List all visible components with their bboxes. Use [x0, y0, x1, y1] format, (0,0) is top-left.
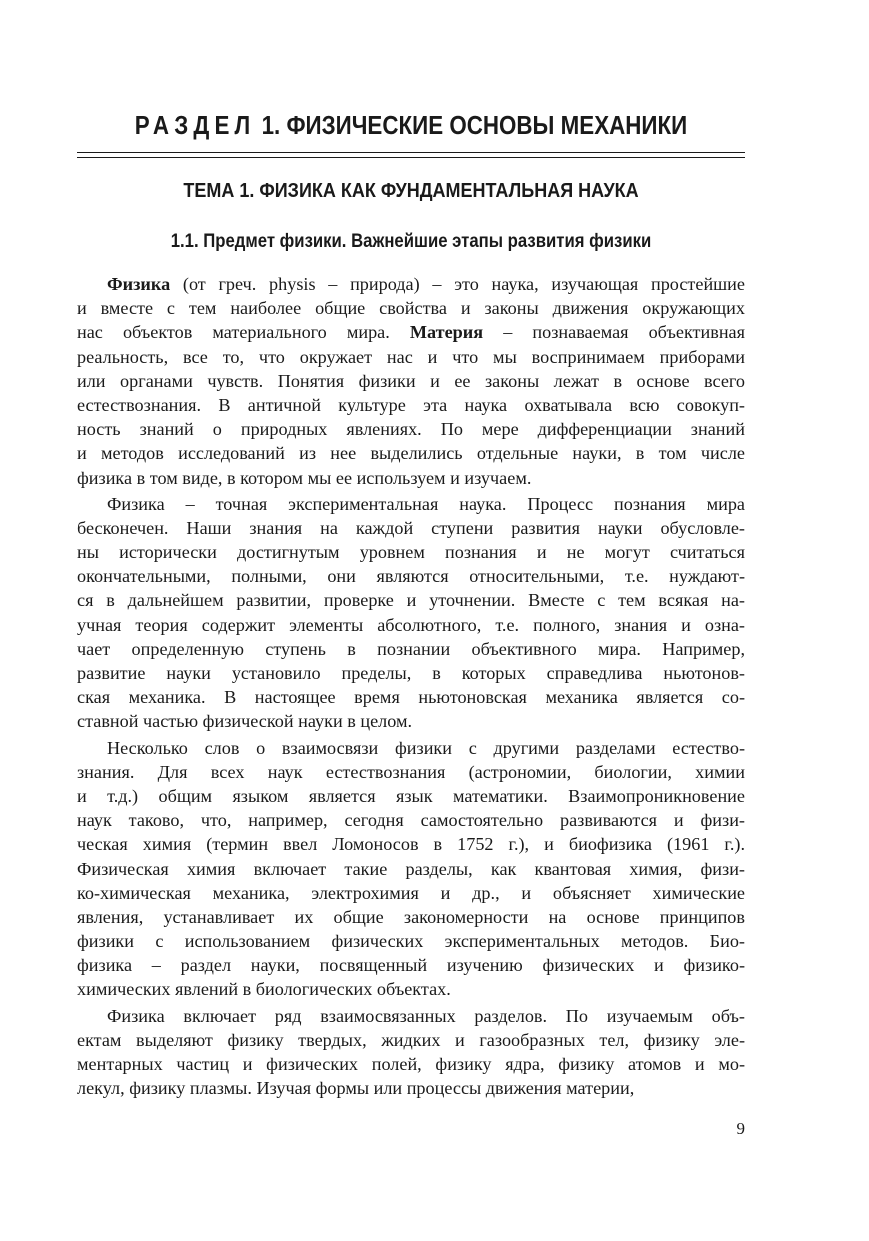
text-line: естествознания. В античной культуре эта наука охватывала всю совокуп-: [77, 394, 745, 415]
text-line: наук таково, что, например, сегодня самостоятельно развиваются и физи-: [77, 810, 745, 831]
section-title-text: 1. ФИЗИЧЕСКИЕ ОСНОВЫ МЕХАНИКИ: [261, 110, 688, 140]
term-bold: Материя: [409, 322, 484, 343]
text-line: учная теория содержит элементы абсолютного, т.е. полного, знания и озна-: [77, 614, 745, 635]
subsection-title: 1.1. Предмет физики. Важнейшие этапы развития физики: [170, 231, 652, 252]
page-number: 9: [736, 1119, 745, 1138]
text-line: Физика включает ряд взаимосвязанных разделов. По изучаемым объ-: [107, 1005, 745, 1026]
text-line: химических явлений в биологических объектах.: [77, 979, 451, 1000]
text-line: Физика (от греч. physis – природа) – это наука, изучающая простейшие: [107, 274, 745, 294]
paragraph: [77, 492, 745, 734]
text-line: ментарных частиц и физических полей, физику ядра, физику атомов и мо-: [77, 1054, 745, 1074]
topic-title-text: ФИЗИКА КАК ФУНДАМЕНТАЛЬНАЯ НАУКА: [259, 180, 639, 202]
book-page: [77, 0, 745, 1241]
text-line: чает определенную ступень в познании объективного мира. Например,: [77, 638, 745, 659]
text-line: и методов исследований из нее выделились отдельные науки, в том числе: [77, 443, 745, 464]
topic-label: ТЕМА 1.: [183, 180, 255, 202]
text-line: знания. Для всех наук естествознания (астрономии, биологии, химии: [77, 761, 745, 782]
text-line: нас объектов материального мира. Материя – познаваемая объективная: [77, 322, 745, 343]
text-line: и вместе с тем наиболее общие свойства и законы движения окружающих: [77, 298, 745, 319]
text-line: физика в том виде, в котором мы ее используем и изучаем.: [77, 467, 532, 488]
term-bold: Физика: [107, 274, 171, 294]
paragraph: [77, 1004, 745, 1101]
text-line: ся в дальнейшем развитии, проверке и уточнении. Вместе с тем всякая на-: [77, 590, 745, 611]
text-line: ская механика. В настоящее время ньютоновская механика является со-: [77, 687, 745, 708]
text-line: ность знаний о природных явлениях. По мере дифференциации знаний: [77, 419, 745, 440]
text-line: Физика – точная экспериментальная наука. Процесс познания мира: [107, 493, 745, 514]
text-line: реальность, все то, что окружает нас и что мы воспринимаем приборами: [77, 346, 745, 367]
text-line: ческая химия (термин ввел Ломоносов в 1752 г.), и биофизика (1961 г.).: [77, 834, 745, 855]
text-line: и т.д.) общим языком является язык математики. Взаимопроникновение: [77, 785, 745, 806]
text-line: окончательными, полными, они являются относительными, т.е. нуждают-: [77, 566, 745, 587]
text-line: или органами чувств. Понятия физики и ее законы лежат в основе всего: [77, 370, 745, 391]
section-label: РАЗДЕЛ: [134, 110, 256, 140]
text-line: физики с использованием физических экспериментальных методов. Био-: [77, 931, 745, 952]
text-line: ны исторически достигнутым уровнем познания и не могут считаться: [77, 542, 745, 563]
topic-title: [110, 176, 711, 206]
text-line: бесконечен. Наши знания на каждой ступени развития науки обусловле-: [77, 517, 745, 538]
paragraph: [77, 736, 745, 1002]
text-line: лекул, физику плазмы. Изучая формы или процессы движения материи,: [77, 1078, 635, 1099]
text-line: развитие науки установило пределы, в которых справедлива ньютонов-: [77, 663, 745, 683]
double-rule-divider: [77, 152, 745, 158]
paragraph: [77, 272, 745, 490]
text-line: ставной частью физической науки в целом.: [77, 711, 413, 732]
text-line: Физическая химия включает такие разделы, как квантовая химия, физи-: [77, 858, 745, 879]
text-line: Несколько слов о взаимосвязи физики с другими разделами естество-: [107, 737, 745, 758]
text-line: ко-химическая механика, электрохимия и др., и объясняет химические: [77, 882, 745, 903]
section-title: [124, 108, 698, 142]
text-line: ектам выделяют физику твердых, жидких и газообразных тел, физику эле-: [77, 1029, 745, 1050]
text-line: физика – раздел науки, посвященный изучению физических и физико-: [77, 955, 745, 976]
text-line: явления, устанавливает их общие закономерности на основе принципов: [77, 906, 745, 927]
body-text: [77, 272, 745, 1100]
